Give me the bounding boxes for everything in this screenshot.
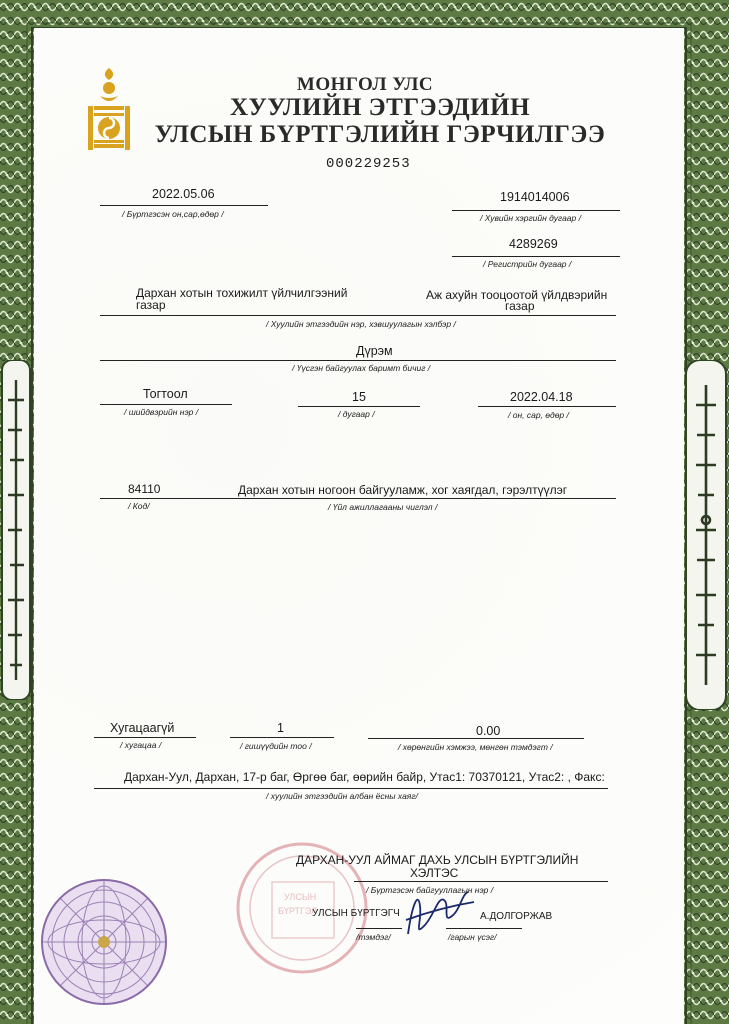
activity-code-value: 84110 — [128, 482, 161, 496]
hologram-seal-icon — [38, 876, 170, 1008]
address-value: Дархан-Уул, Дархан, 17-р баг, Өргөө баг, өөрийн байр, Утас1: 70370121, Утас2: , Факс: — [124, 770, 605, 784]
founding-doc-value: Дүрэм — [356, 344, 393, 358]
decision-name-rule — [100, 404, 232, 405]
member-count-rule — [230, 737, 334, 738]
stamp-label: /тэмдэг/ — [356, 932, 391, 942]
title-line-1: ХУУЛИЙН ЭТГЭЭДИЙН — [229, 94, 531, 121]
register-number-rule — [452, 256, 620, 257]
decision-number-label: / дугаар / — [338, 409, 375, 419]
capital-value: 0.00 — [476, 724, 501, 738]
member-count-label: / гишүүдийн тоо / — [240, 741, 312, 751]
entity-name-rule — [100, 315, 616, 316]
term-value: Хугацаагүй — [110, 721, 175, 735]
decision-date-value: 2022.04.18 — [510, 390, 573, 404]
registrar-org-label: / Бүртгэсэн байгууллагын нэр / — [366, 885, 494, 895]
decision-name-value: Тогтоол — [143, 387, 188, 401]
term-rule — [94, 737, 196, 738]
activity-direction-value: Дархан хотын ногоон байгууламж, хог хаягдал, гэрэлтүүлэг — [238, 483, 568, 497]
registrar-org-rule — [354, 881, 608, 882]
entity-name-right-line2: газар — [505, 299, 535, 313]
activity-rule — [100, 498, 616, 499]
signature-label: /гарын үсэг/ — [448, 932, 497, 942]
stamp-rule — [356, 928, 402, 929]
decision-date-rule — [478, 406, 616, 407]
capital-label: / хөрөнгийн хэмжээ, мөнгөн тэмдэгт / — [398, 742, 553, 752]
soyombo-emblem-icon — [86, 66, 132, 154]
founding-doc-rule — [100, 360, 616, 361]
member-count-value: 1 — [277, 721, 284, 735]
registration-date-value: 2022.05.06 — [152, 187, 215, 201]
personal-code-rule — [452, 210, 620, 211]
registrar-org-line1: ДАРХАН-УУЛ АЙМАГ ДАХЬ УЛСЫН БҮРТГЭЛИЙН — [296, 853, 579, 867]
entity-name-left-line1: Дархан хотын тохижилт үйлчилгээний — [136, 286, 348, 300]
registrar-name: А.ДОЛГОРЖАВ — [480, 911, 553, 922]
registration-date-label: / Бүртгэсэн он,сар,өдөр / — [122, 209, 224, 219]
svg-text:БҮРТГЭЛ: БҮРТГЭЛ — [278, 906, 317, 916]
address-rule — [94, 788, 608, 789]
activity-code-label: / Код/ — [128, 501, 150, 511]
register-number-value: 4289269 — [509, 237, 558, 251]
entity-name-left-line2: газар — [136, 298, 166, 312]
decision-number-value: 15 — [352, 390, 366, 404]
entity-name-right-line1: Аж ахуйн тооцоотой үйлдвэрийн — [426, 288, 608, 302]
entity-name-label: / Хуулийн этгээдийн нэр, хэвшуулагын хэлбэр / — [266, 319, 456, 329]
capital-rule — [368, 738, 584, 739]
personal-code-value: 1914014006 — [500, 190, 570, 204]
register-number-label: / Регистрийн дугаар / — [483, 259, 572, 269]
founding-doc-label: / Үүсгэн байгуулах баримт бичиг / — [292, 363, 431, 373]
decision-number-rule — [298, 406, 420, 407]
country-name: МОНГОЛ УЛС — [296, 74, 434, 95]
personal-code-label: / Хувийн хэргийн дугаар / — [480, 213, 581, 223]
registrar-org-line2: ХЭЛТЭС — [410, 866, 459, 880]
term-label: / хугацаа / — [120, 740, 162, 750]
handwritten-signature — [398, 876, 478, 946]
title-line-2: УЛСЫН БҮРТГЭЛИЙН ГЭРЧИЛГЭЭ — [154, 121, 606, 148]
registration-date-rule — [100, 205, 268, 206]
address-label: / хуулийн этгээдийн албан ёсны хаяг/ — [266, 791, 418, 801]
decision-name-label: / шийдвэрийн нэр / — [124, 407, 199, 417]
decision-date-label: / он, сар, өдөр / — [508, 410, 569, 420]
serial-number: 000229253 — [326, 156, 411, 172]
registrar-title: УЛСЫН БҮРТГЭГЧ — [312, 908, 400, 919]
svg-text:УЛСЫН: УЛСЫН — [284, 892, 317, 902]
left-ornament-panel — [0, 360, 32, 700]
activity-direction-label: / Үйл ажиллагааны чиглэл / — [328, 502, 438, 512]
right-ornament-panel — [684, 360, 728, 710]
